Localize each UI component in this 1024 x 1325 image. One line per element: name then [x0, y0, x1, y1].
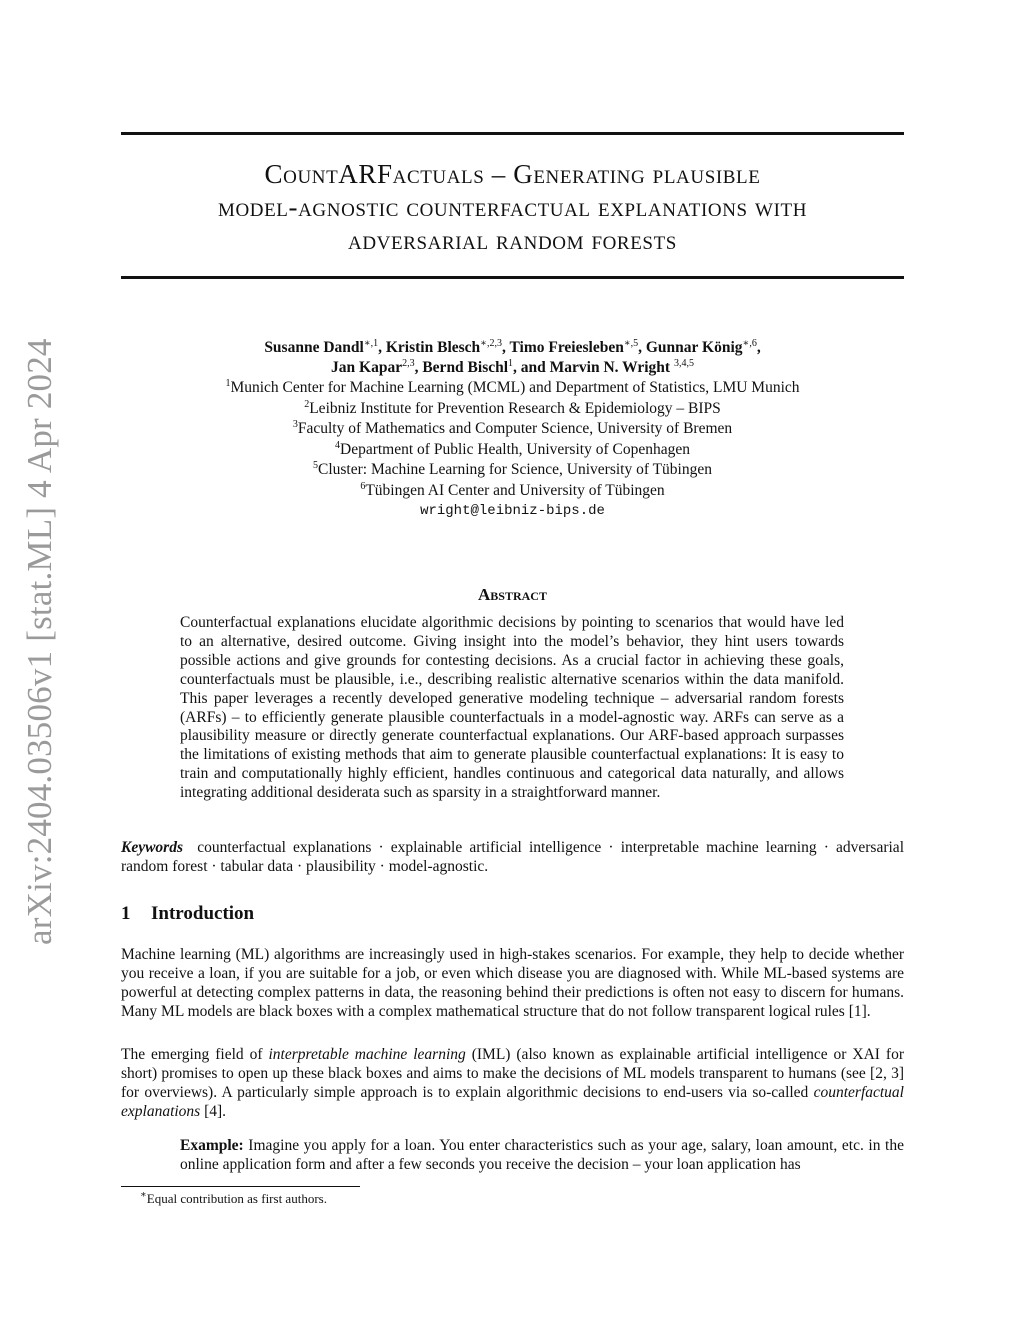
intro-paragraph-2: The emerging field of interpretable machine learning (IML) (also known as explainable artificial intelligence or XAI for short) promises to open up these black boxes and aims to make the decisions of ML models transparent to humans (see [2, 3] for overviews). A particularly simple approach is to explain algorithmic decisions to end-users via so-called counterfactual explanations [4].: [121, 1046, 904, 1120]
author-affiliation-marker: ∗,6: [742, 337, 757, 349]
title-rule-top: [121, 132, 904, 135]
author-affiliation-marker: ∗,1: [363, 337, 379, 349]
affiliation: $^2$Leibniz Institute for Prevention Research & Epidemiology – BIPS: [304, 398, 721, 417]
author-name: Gunnar König: [645, 339, 743, 356]
arxiv-identifier: arXiv:2404.03506v1 [stat.ML] 4 Apr 2024: [20, 338, 59, 945]
affiliation: $^6$Tübingen AI Center and University of Tübingen: [360, 480, 665, 499]
keywords: [121, 838, 904, 876]
abstract-heading: Abstract: [478, 585, 547, 604]
affiliation: $^5$Cluster: Machine Learning for Science, University of Tübingen: [313, 459, 712, 478]
author-name: Susanne Dandl: [264, 339, 364, 356]
section-heading-introduction: [121, 903, 254, 925]
author-affiliation-marker: 2,3: [402, 357, 415, 369]
footnote: [140, 1191, 327, 1207]
affiliation-list: [121, 378, 904, 522]
author-name: Jan Kapar: [331, 359, 403, 376]
title-line-2: model-agnostic counterfactual explanations with: [217, 192, 808, 222]
author-name: Marvin N. Wright: [549, 359, 671, 376]
affiliation: $^3$Faculty of Mathematics and Computer Science, University of Bremen: [292, 418, 733, 437]
section-number: 1: [121, 903, 131, 924]
author-affiliation-marker: ∗,2,3: [480, 337, 502, 349]
example-block: [180, 1137, 904, 1175]
abstract-text: Counterfactual explanations elucidate algorithmic decisions by pointing to scenarios that would have led to an alternative, desired outcome. Giving insight into the model’s behavior, they hint users towards possible actions and give grounds for contesting decisions. As a crucial factor in achieving these goals, counterfactuals must be plausible, i.e., describing realistic alternative scenarios within the data manifold. This paper leverages a recently developed generative modeling technique – adversarial random forests (ARFs) – to efficiently generate plausible counterfactuals in a model-agnostic way. ARFs can serve as a plausibility measure or directly generate counterfactual explanations. Our ARF-based approach surpasses the limitations of existing methods that aim to generate plausible counterfactual explanations: It is easy to train and computationally highly efficient, handles continuous and categorical data naturally, and allows integrating additional desiderata such as sparsity in a straightforward manner.: [180, 614, 844, 802]
intro-paragraph-1: Machine learning (ML) algorithms are increasingly used in high-stakes scenarios. For example, they help to decide whether you receive a loan, if you are suitable for a job, or even which disease you are diagnosed with. While ML-based systems are powerful at detecting complex patterns in data, the reasoning behind their predictions is often not easy to discern for humans. Many ML models are black boxes with a complex mathematical structure that do not follow transparent logical rules [1].: [121, 946, 904, 1020]
example-text: Imagine you apply for a loan. You enter characteristics such as your age, salary, loan amount, etc. in the online application form and after a few seconds you receive the decision – your loan application has: [180, 1137, 904, 1173]
title-rule-bottom: [121, 276, 904, 279]
keywords-text: counterfactual explanations · explainable artificial intelligence · interpretable machine learning · adversarial random forest · tabular data · plausibility · model-agnostic.: [121, 839, 904, 875]
contact-email[interactable]: wright@leibniz-bips.de: [420, 503, 605, 519]
footnote-marker: ∗: [140, 1189, 147, 1201]
affiliation: $^4$Department of Public Health, University of Copenhagen: [335, 439, 690, 458]
emphasis-term: interpretable machine learning: [268, 1046, 466, 1063]
title-line-1: CountARFactuals – Generating plausible: [264, 159, 761, 189]
affiliation: $^1$Munich Center for Machine Learning (MCML) and Department of Statistics, LMU Munich: [225, 377, 800, 396]
paper-title: [121, 158, 904, 257]
footnote-text: Equal contribution as first authors.: [146, 1191, 327, 1206]
author-list: Susanne Dandl$^{∗,1}$, Kristin Blesch$^{∗,2,3}$, Timo Freiesleben$^{∗,5}$, Gunnar König$^{∗,6}$, Jan Kapar$^{2,3}$, Bernd Bischl$^1$, and Marvin N. Wright $^{3,4,5}$: [264, 337, 761, 376]
author-name: Timo Freiesleben: [509, 339, 624, 356]
example-label: Example:: [180, 1137, 244, 1154]
title-line-3: adversarial random forests: [348, 225, 677, 255]
author-affiliation-marker: 1: [508, 357, 514, 369]
author-affiliation-marker: ∗,5: [623, 337, 639, 349]
keywords-label: Keywords: [121, 839, 183, 856]
author-name: Kristin Blesch: [385, 339, 481, 356]
author-affiliation-marker: 3,4,5: [673, 357, 694, 369]
footnote-rule: [121, 1186, 360, 1187]
author-name: Bernd Bischl: [422, 359, 509, 376]
emphasis-term: counterfactual explanations: [121, 1083, 904, 1120]
section-title: Introduction: [151, 903, 255, 924]
